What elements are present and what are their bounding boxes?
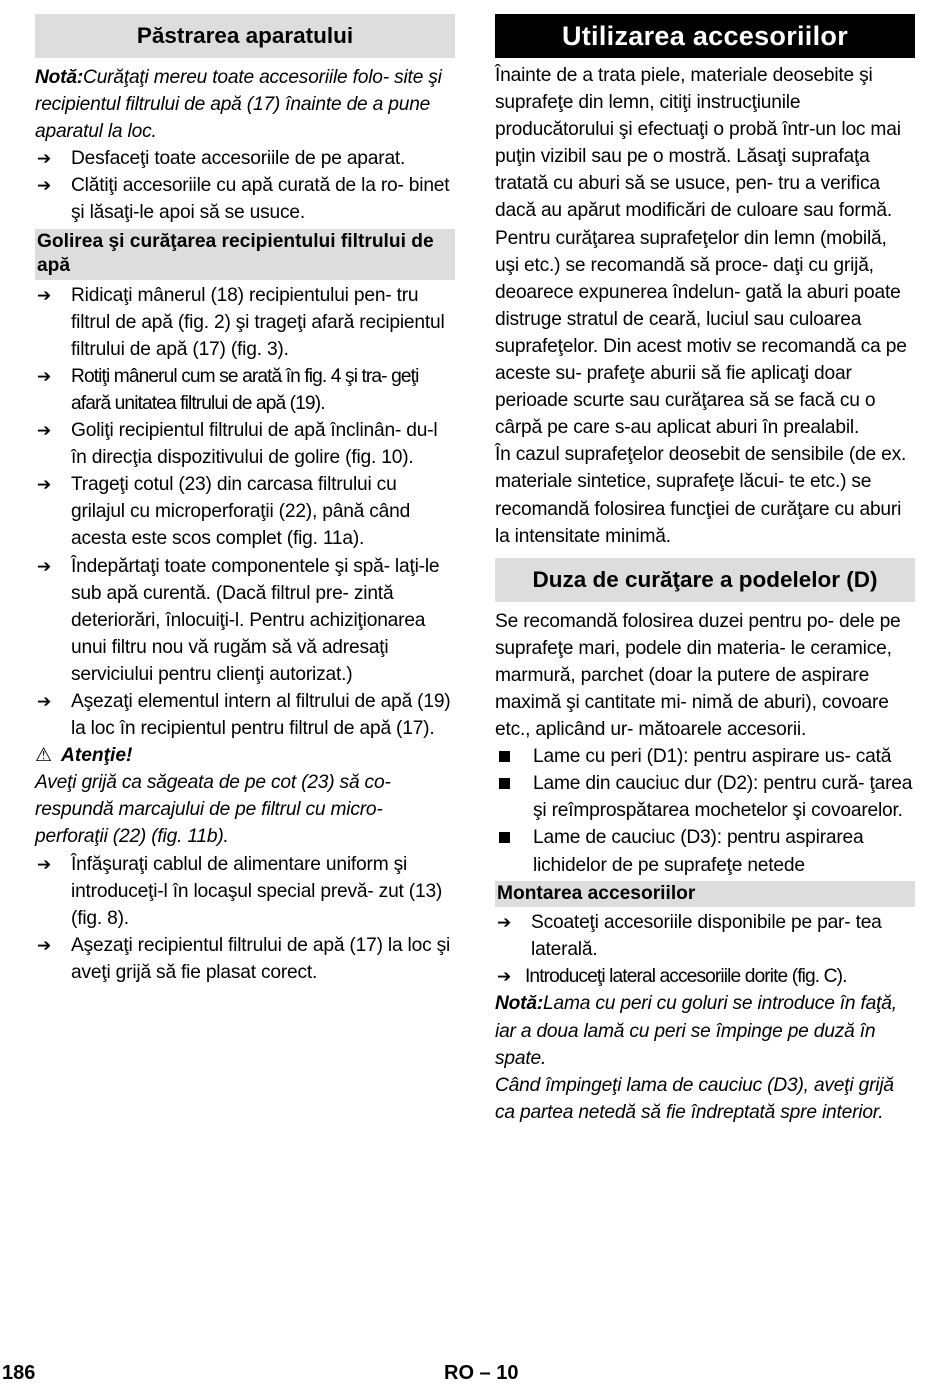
square-bullet-icon: [495, 824, 533, 878]
step-item: [35, 145, 455, 172]
step-item: [35, 363, 455, 417]
step-text: Clătiţi accesoriile cu apă curată de la ro- binet şi lăsaţi-le apoi să se usuce.: [71, 175, 450, 224]
right-column: [495, 14, 915, 1126]
arrow-right-icon: ➔: [37, 475, 52, 495]
step-text: Înfăşuraţi cablul de alimentare uniform şi introduceţi-l în locaşul special prevă- zut (13) (fig. 8).: [71, 853, 443, 929]
note-label: Notă:: [35, 67, 84, 88]
list-item: [495, 770, 915, 824]
square-bullet-icon: [495, 770, 533, 824]
note-storage: [35, 64, 455, 145]
step-item: [35, 688, 455, 742]
step-text: Îndepărtaţi toate componentele şi spă- laţi-le sub apă curentă. (Dacă filtrul pre- zintă deteriorări, înlocuiţi-l. Pentru achiziţionarea unui filtru nou vă rugăm să vă adresaţi serviciului pentru clienţi autorizat.): [71, 555, 440, 685]
arrow-right-icon: ➔: [37, 691, 52, 711]
section-heading-floor-nozzle: Duza de curăţare a podelelor (D): [495, 558, 915, 602]
step-item: [495, 963, 915, 990]
arrow-right-icon: ➔: [497, 913, 512, 933]
note-text: Curăţaţi mereu toate accesoriile folo- site şi recipientul filtrului de apă (17) înainte de a pune aparatul la loc.: [35, 67, 442, 143]
step-text: Goliţi recipientul filtrului de apă înclinân- du-l în direcţia dispozitivului de golire (fig. 10).: [71, 420, 438, 469]
arrow-right-icon: ➔: [37, 935, 52, 955]
sensitive-paragraph: În cazul suprafeţelor deosebit de sensibile (de ex. materiale sintetice, suprafeţe lăcui- te etc.) se recomandă folosirea funcţiei de curăţare cu aburi la intensitate minimă.: [495, 444, 907, 547]
step-item: [35, 172, 455, 226]
wood-paragraph: Pentru curăţarea suprafeţelor din lemn (mobilă, uşi etc.) se recomandă să proce- daţi cu grijă, deoarece expunerea îndelun- gată la aburi poate distruge stratul de ceară, luciul sau culoarea suprafeţelor. Din acest motiv se recomandă ca pe aceste su- prafeţe aburii să fie aplicaţi doar perioade scurte sau curăţarea să se facă cu o cârpă pe care s-au aplicat aburi în prealabil.: [495, 227, 907, 439]
step-item: [35, 282, 455, 363]
arrow-right-icon: ➔: [37, 285, 52, 305]
warning-triangle-icon: ⚠: [35, 745, 53, 767]
step-text: Introduceţi lateral accesoriile dorite (fig. C).: [525, 966, 847, 988]
step-text: Rotiţi mânerul cum se arată în fig. 4 şi tra- geţi afară unitatea filtrului de apă (19).: [71, 365, 419, 414]
arrow-right-icon: ➔: [37, 176, 52, 196]
section-heading-storage: Păstrarea aparatului: [35, 14, 455, 58]
section-heading-accessories: Utilizarea accesoriilor: [495, 14, 915, 58]
arrow-right-icon: ➔: [37, 366, 52, 386]
subheading-mounting: Montarea accesoriilor: [495, 881, 915, 908]
language-page-label: RO – 10: [444, 1362, 519, 1384]
step-text: Scoateţi accesoriile disponibile pe par- tea laterală.: [531, 912, 882, 961]
subheading-filter-cleaning: Golirea şi curăţarea recipientului filtrului de apă: [35, 229, 455, 280]
arrow-right-icon: ➔: [37, 421, 52, 441]
intro-paragraph: Înainte de a trata piele, materiale deosebite şi suprafeţe din lemn, citiţi instrucţiunile producătorului şi efectuaţi o probă într-un loc mai puţin vizibil sau pe o mostră. Lăsaţi suprafaţa tratată cu aburi să se usuce, pen- tru a verifica dacă au apărut modificări de culoare sau formă.: [495, 65, 901, 222]
note-rubber-blade: Când împingeţi lama de cauciuc (D3), aveţi grijă ca partea netedă să fie îndreptată spre interior.: [495, 1074, 894, 1123]
note-text: Lama cu peri cu goluri se introduce în faţă, iar a doua lamă cu peri se împinge pe duză în spate.: [495, 993, 897, 1069]
note-label: Notă:: [495, 993, 544, 1015]
step-item: [35, 471, 455, 552]
step-item: [35, 851, 455, 932]
page-number: 186: [2, 1362, 36, 1384]
step-text: Trageţi cotul (23) din carcasa filtrului cu grilajul cu microperforaţii (22), până când acesta este scos complet (fig. 11a).: [71, 474, 411, 550]
step-text: Desfaceţi toate accesoriile de pe aparat.: [71, 148, 406, 170]
bullet-text: Lame cu peri (D1): pentru aspirare us- cată: [533, 746, 892, 768]
arrow-right-icon: ➔: [497, 967, 512, 987]
warning-text: Aveţi grijă ca săgeata de pe cot (23) să co- respundă marcajului de pe filtrul cu micro- perforaţii (22) (fig. 11b).: [35, 772, 391, 848]
left-column: [35, 14, 455, 986]
step-text: Aşezaţi elementul intern al filtrului de apă (19) la loc în recipientul pentru filtrul de apă (17).: [71, 690, 451, 740]
list-item: [495, 824, 915, 878]
arrow-right-icon: ➔: [37, 854, 52, 874]
step-text: Aşezaţi recipientul filtrului de apă (17) la loc şi aveţi grijă să fie plasat corect.: [71, 934, 451, 983]
step-item: [35, 553, 455, 688]
list-item: [495, 743, 915, 770]
floor-intro-paragraph: Se recomandă folosirea duzei pentru po- dele pe suprafeţe mari, podele din materia- le ceramice, marmură, parchet (doar la putere de aspirare maximă şi cantitate mi- nimă de aburi), covoare etc., aplicând ur- mătoarele accesorii.: [495, 610, 901, 741]
warning-heading: [35, 742, 455, 769]
arrow-right-icon: ➔: [37, 556, 52, 576]
bullet-text: Lame din cauciuc dur (D2): pentru cură- ţarea şi reîmprospătarea mochetelor şi covoarelor.: [533, 773, 913, 822]
arrow-right-icon: ➔: [37, 149, 52, 169]
step-text: Ridicaţi mânerul (18) recipientului pen- tru filtrul de apă (fig. 2) şi trageţi afară recipientul filtrului de apă (17) (fig. 3).: [71, 284, 445, 360]
square-bullet-icon: [495, 743, 533, 770]
step-item: [495, 909, 915, 963]
note-accessories: [495, 990, 915, 1071]
warning-label: Atenţie!: [61, 745, 133, 767]
bullet-text: Lame de cauciuc (D3): pentru aspirarea lichidelor de pe suprafeţe netede: [533, 827, 864, 876]
step-item: [35, 932, 455, 986]
step-item: [35, 417, 455, 471]
